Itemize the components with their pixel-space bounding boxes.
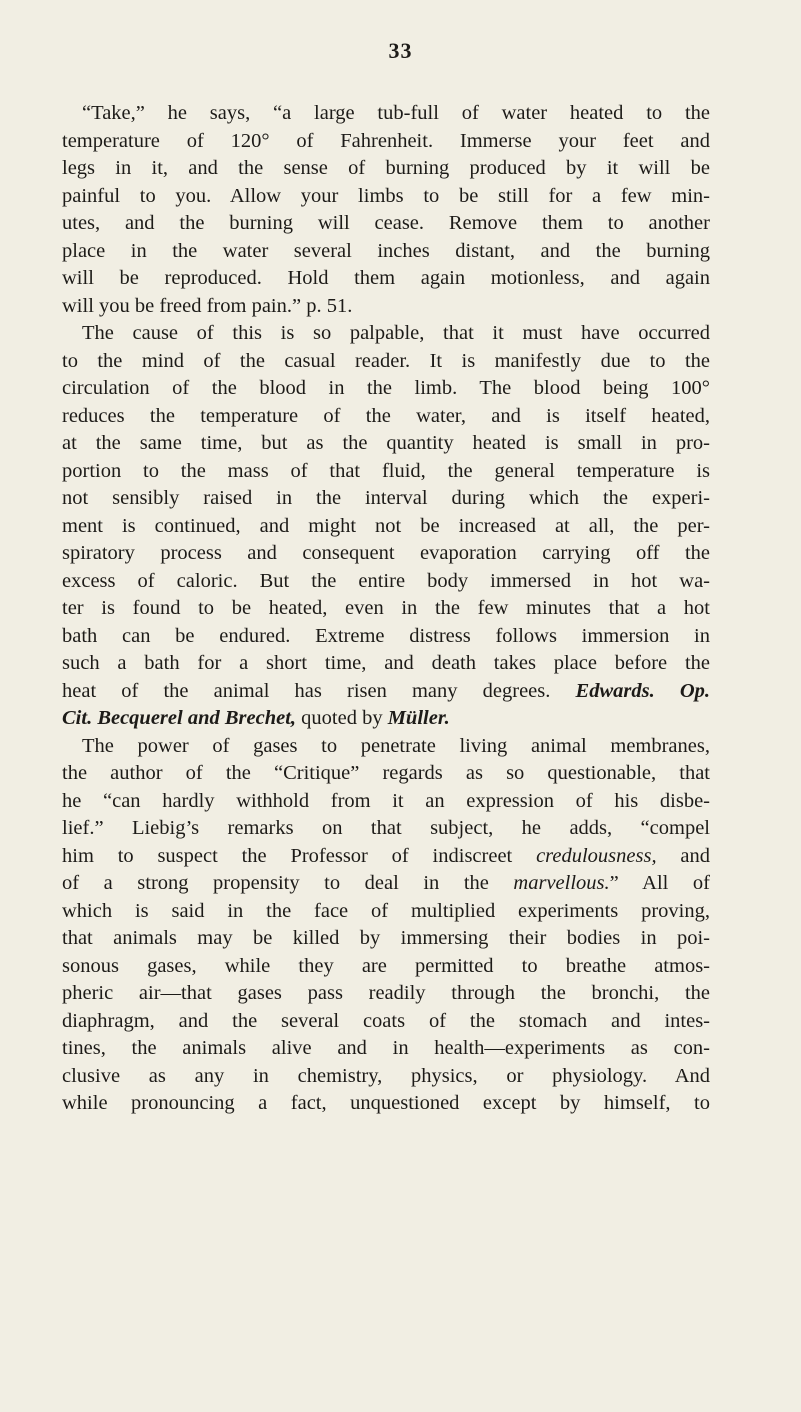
text-line: tines, the animals alive and in health—experiments as con-: [62, 1037, 710, 1059]
text-line: sonous gases, while they are permitted to breathe atmos-: [62, 954, 710, 977]
text-line: The power of gases to penetrate living animal membranes,: [82, 734, 710, 757]
text-line: the author of the “Critique” regards as so questionable, that: [62, 762, 710, 784]
text-line: The cause of this is so palpable, that it must have occurred: [82, 322, 710, 344]
text-line: at the same time, but as the quantity heated is small in pro-: [62, 432, 710, 454]
text-line: of a strong propensity to deal in the marvellous.” All of: [62, 872, 710, 894]
paragraph-quotation: [62, 100, 710, 320]
text-line: him to suspect the Professor of indiscreet credulousness, and: [62, 844, 710, 867]
text-line: pheric air—that gases pass readily through the bronchi, the: [62, 982, 710, 1004]
page-number: 33: [388, 38, 413, 63]
text-line: place in the water several inches distant, and the burning: [62, 239, 710, 262]
text-line: portion to the mass of that fluid, the general temperature is: [62, 459, 710, 482]
text-line: ter is found to be heated, even in the few minutes that a hot: [62, 597, 710, 619]
text-line: reduces the temperature of the water, and is itself heated,: [62, 404, 710, 427]
citation-muller: Müller.: [387, 707, 450, 729]
text-line: bath can be endured. Extreme distress follows immersion in: [62, 624, 710, 647]
paragraph-gases: [62, 733, 710, 1118]
text-line: lief.” Liebig’s remarks on that subject, he adds, “compel: [62, 817, 710, 839]
text-line: excess of caloric. But the entire body immersed in hot wa-: [62, 569, 710, 592]
italic-marvellous: marvellous.: [513, 872, 610, 894]
text-line: such a bath for a short time, and death takes place before the: [62, 652, 710, 674]
text-line: painful to you. Allow your limbs to be still for a few min-: [62, 184, 710, 207]
text-line: that animals may be killed by immersing their bodies in poi-: [62, 927, 710, 949]
text-line: he “can hardly withhold from it an expression of his disbe-: [62, 789, 710, 812]
text-line: “Take,” he says, “a large tub-full of water heated to the: [82, 102, 710, 124]
text-line: diaphragm, and the several coats of the stomach and intes-: [62, 1009, 710, 1032]
body-text: [62, 100, 710, 1118]
text-line: will be reproduced. Hold them again motionless, and again: [62, 267, 710, 289]
text-line: Cit. Becquerel and Brechet, quoted by Müller.: [62, 707, 450, 729]
text-line: ment is continued, and might not be increased at all, the per-: [62, 514, 710, 537]
text-line: spiratory process and consequent evaporation carrying off the: [62, 542, 710, 564]
text-line: circulation of the blood in the limb. The blood being 100°: [62, 377, 710, 399]
paragraph-circulation: [62, 320, 710, 733]
text-line: which is said in the face of multiplied experiments proving,: [62, 899, 710, 922]
text-line: heat of the animal has risen many degrees. Edwards. Op.: [62, 679, 710, 702]
text-line: to the mind of the casual reader. It is manifestly due to the: [62, 349, 710, 372]
text-line: temperature of 120° of Fahrenheit. Immerse your feet and: [62, 129, 710, 152]
text-line: utes, and the burning will cease. Remove them to another: [62, 212, 710, 234]
italic-credulousness: credulousness,: [536, 844, 657, 867]
citation-becquerel-brechet: Cit. Becquerel and Brechet,: [62, 707, 297, 729]
text-line: legs in it, and the sense of burning produced by it will be: [62, 157, 710, 179]
citation-edwards: Edwards. Op.: [575, 679, 710, 702]
text-line: clusive as any in chemistry, physics, or physiology. And: [62, 1064, 710, 1087]
text-line: will you be freed from pain.” p. 51.: [62, 294, 353, 317]
text-line: not sensibly raised in the interval during which the experi-: [62, 487, 710, 509]
text-line: while pronouncing a fact, unquestioned except by himself, to: [62, 1092, 710, 1114]
